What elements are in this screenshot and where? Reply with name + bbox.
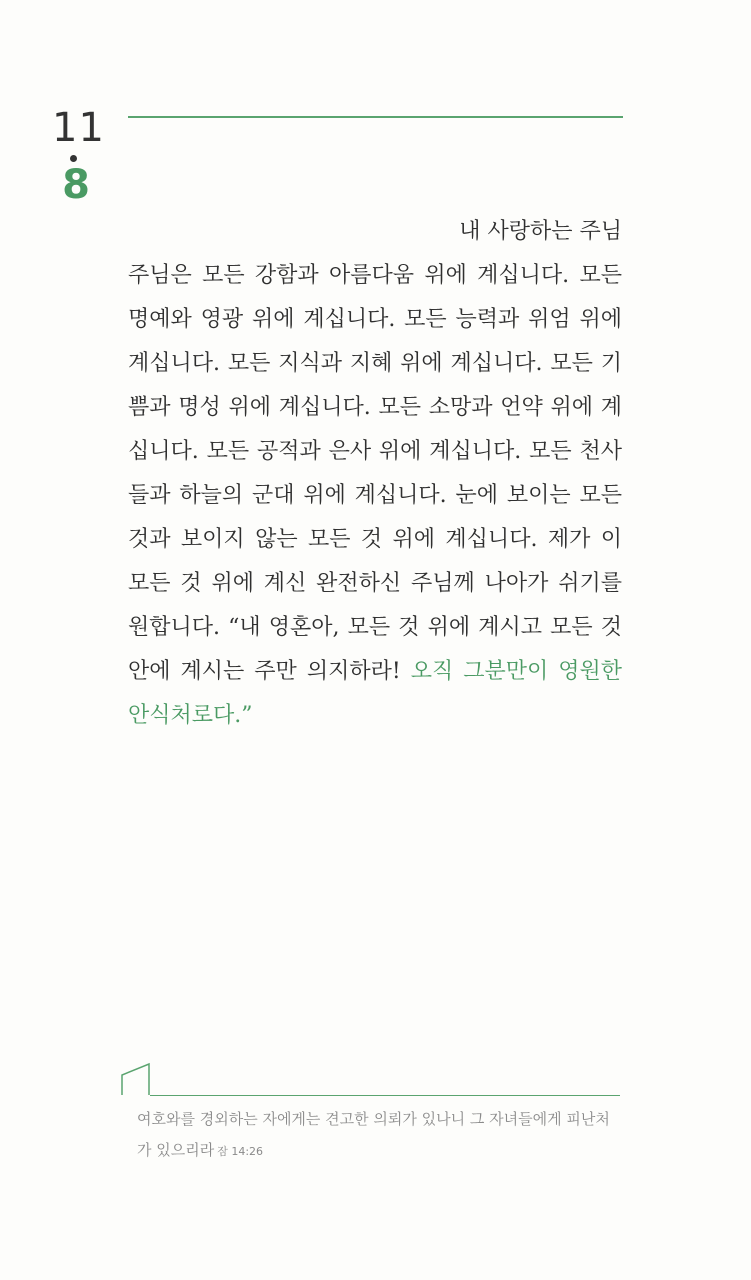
date-month: 11 [52,105,105,151]
devotion-highlight: 오직 그분만이 영원한 안식처로다.” [128,659,622,728]
devotion-body: 주님은 모든 강함과 아름다움 위에 계십니다. 모든 명예와 영광 위에 계십니다. 모든 능력과 위엄 위에 계십니다. 모든 지식과 지혜 위에 계십니다. 모든 기쁨과 명성 위에 계십니다. 모든 소망과 언약 위에 계십니다. 모든 공적과 은사 위에 계십니다. 모든 천사들과 하늘의 군대 위에 계십니다. 눈에 보이는 모든 것과 보이지 않는 모든 것 위에 계십니다. 제가 이 모든 것 위에 계신 완전하신 주님께 나아가 쉬기를 원합니다. “내 영혼아, 모든 것 위에 계시고 모든 것 안에 계시는 주만 의지하라! [128,263,622,684]
bottom-divider [150,1095,620,1096]
devotion-paragraph [128,254,622,738]
date-day: 8 [62,162,90,208]
devotion-heading: 내 사랑하는 주님 [459,219,622,244]
verse-reference: 잠 14:26 [217,1145,264,1158]
top-divider [128,116,623,118]
verse-text: 여호와를 경외하는 자에게는 견고한 의뢰가 있나니 그 자녀들에게 피난처가 있으리라 [137,1110,610,1159]
scripture-verse [137,1104,617,1167]
date-separator-dot [70,155,77,162]
corner-bracket-icon [121,1062,151,1096]
devotion-text [128,210,622,738]
